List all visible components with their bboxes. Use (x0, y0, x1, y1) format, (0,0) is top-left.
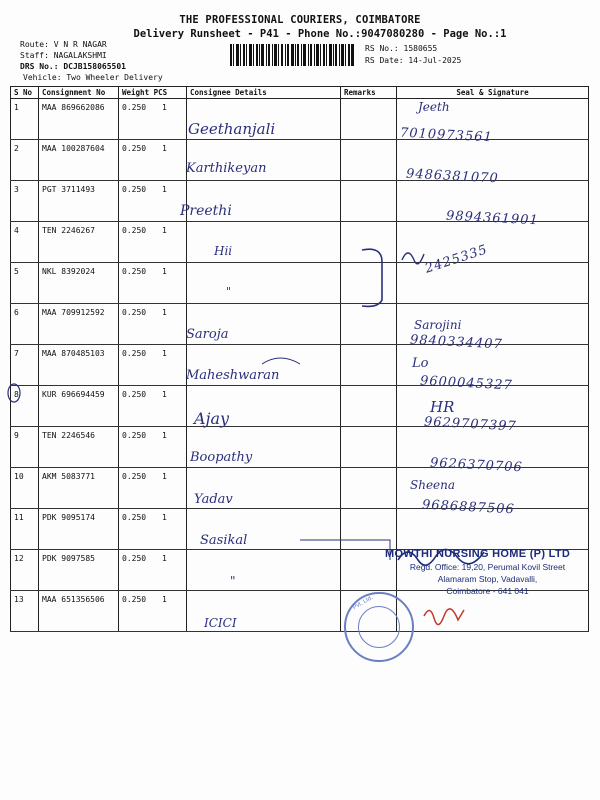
recipient-phone-number: 9629707397 (423, 414, 518, 435)
row-sno: 2 (11, 140, 39, 181)
runsheet-subtitle: Delivery Runsheet - P41 - Phone No.:9047080280 - Page No.:1 (133, 28, 507, 40)
table-row (11, 99, 589, 140)
stamp-address-1: Regd. Office: 19,20, Perumal Kovil Street (409, 562, 566, 572)
rs-date: RS Date: 14-Jul-2025 (365, 56, 462, 65)
row-consignee-details (187, 263, 341, 304)
row-remarks (341, 222, 397, 263)
row-consignment: MAA 651356506 (39, 591, 119, 632)
row-weight-pcs (119, 140, 187, 181)
consignment-header: Consignment No (39, 87, 119, 99)
row-weight: 0.250 (122, 349, 147, 358)
row-consignment: PDK 9097585 (39, 550, 119, 591)
table-row (11, 591, 589, 632)
row-pcs: 1 (162, 595, 167, 604)
round-seal-text: Pvt. Ltd. (351, 594, 375, 612)
row-consignment: MAA 870485103 (39, 345, 119, 386)
consignee-handwritten-name: Sasikal (200, 533, 248, 548)
row-sno: 3 (11, 181, 39, 222)
recipient-phone-number: 9626370706 (429, 455, 524, 476)
recipient-phone-number: 9894361901 (445, 208, 540, 229)
row-consignment: MAA 709912592 (39, 304, 119, 345)
row-consignee-details (187, 222, 341, 263)
route-label: Route: V N R NAGAR (20, 40, 107, 49)
consignee-handwritten-name: " (226, 285, 232, 299)
signature-scribble-1: Jeeth (418, 100, 450, 114)
sno-header: S No (11, 87, 39, 99)
row-sno: 5 (11, 263, 39, 304)
row-weight-pcs (119, 509, 187, 550)
consignee-handwritten-name: Karthikeyan (186, 161, 267, 177)
row-consignment: MAA 100287604 (39, 140, 119, 181)
row-sno: 8 (11, 386, 39, 427)
row-pcs: 1 (162, 103, 167, 112)
row-pcs: 1 (162, 267, 167, 276)
row-pcs: 1 (162, 472, 167, 481)
drs-number: DRS No.: DCJB158065501 (20, 62, 126, 71)
row-sno: 10 (11, 468, 39, 509)
row-weight: 0.250 (122, 513, 147, 522)
recipient-phone-number: 7010973561 (399, 125, 494, 146)
row-weight: 0.250 (122, 103, 147, 112)
row-remarks (341, 345, 397, 386)
signature-initials-8: HR (430, 398, 455, 416)
consignee-handwritten-name: Geethanjali (188, 120, 276, 138)
row-sno: 1 (11, 99, 39, 140)
row-weight-pcs (119, 550, 187, 591)
remarks-header: Remarks (341, 87, 397, 99)
row-weight-pcs (119, 304, 187, 345)
row-sno: 11 (11, 509, 39, 550)
row-sno: 12 (11, 550, 39, 591)
consignee-handwritten-name: Boopathy (190, 450, 253, 466)
row-remarks (341, 99, 397, 140)
recipient-phone-number: 9686887506 (421, 497, 516, 518)
row-remarks (341, 509, 397, 550)
row-remarks (341, 304, 397, 345)
row-consignment: TEN 2246267 (39, 222, 119, 263)
row-pcs: 1 (162, 554, 167, 563)
row-consignment: AKM 5083771 (39, 468, 119, 509)
rs-number: RS No.: 1580655 (365, 44, 438, 53)
row-consignment: NKL 8392024 (39, 263, 119, 304)
row-consignee-details (187, 550, 341, 591)
row-pcs: 1 (162, 308, 167, 317)
table-row (11, 263, 589, 304)
row-weight-pcs (119, 345, 187, 386)
row-weight-pcs (119, 222, 187, 263)
row-pcs: 1 (162, 390, 167, 399)
company-stamp (385, 548, 590, 596)
row-weight-pcs (119, 468, 187, 509)
row-weight: 0.250 (122, 144, 147, 153)
table-row (11, 140, 589, 181)
recipient-phone-number: 9600045327 (419, 373, 514, 394)
row-pcs: 1 (162, 513, 167, 522)
row-weight: 0.250 (122, 431, 147, 440)
consignee-handwritten-name: Preethi (180, 202, 232, 219)
row-sno: 6 (11, 304, 39, 345)
row-weight-pcs (119, 263, 187, 304)
consignee-handwritten-name: Maheshwaran (186, 367, 280, 383)
row-weight: 0.250 (122, 472, 147, 481)
details-header: Consignee Details (187, 87, 341, 99)
row-sno: 13 (11, 591, 39, 632)
row-remarks (341, 427, 397, 468)
row-weight-pcs (119, 427, 187, 468)
row-seal (397, 591, 589, 632)
signature-name-6: Sarojini (414, 318, 462, 332)
row-weight-pcs (119, 591, 187, 632)
row-weight: 0.250 (122, 595, 147, 604)
round-seal (344, 592, 414, 662)
table-row (11, 222, 589, 263)
row-remarks (341, 386, 397, 427)
row-weight: 0.250 (122, 185, 147, 194)
row-weight: 0.250 (122, 554, 147, 563)
row-weight: 0.250 (122, 308, 147, 317)
consignee-handwritten-name: Yadav (194, 491, 233, 507)
weight-header: Weight (122, 88, 150, 97)
consignee-handwritten-name: ICICI (204, 615, 237, 630)
row-consignment: KUR 696694459 (39, 386, 119, 427)
recipient-phone-number: 9486381070 (405, 166, 500, 187)
row-consignment: MAA 869662086 (39, 99, 119, 140)
stamp-address-2: Alamaram Stop, Vadavalli, (437, 574, 538, 584)
row-weight-pcs (119, 99, 187, 140)
consignee-handwritten-name: Saroja (186, 326, 229, 342)
row-remarks (341, 263, 397, 304)
row-sno: 4 (11, 222, 39, 263)
row-weight: 0.250 (122, 226, 147, 235)
vehicle-label: Vehicle: Two Wheeler Delivery (23, 73, 163, 82)
row-weight-pcs (119, 181, 187, 222)
stamp-company-name: MOWTHI NURSING HOME (P) LTD (385, 548, 571, 560)
row-weight-pcs (119, 386, 187, 427)
recipient-phone-number: 2425335 (423, 242, 490, 277)
consignee-handwritten-name: Hii (214, 243, 233, 258)
row-sno: 9 (11, 427, 39, 468)
consignee-handwritten-name: " (230, 574, 236, 589)
row-pcs: 1 (162, 144, 167, 153)
pcs-header: PCS (153, 88, 168, 97)
row-pcs: 1 (162, 349, 167, 358)
row-consignment: TEN 2246546 (39, 427, 119, 468)
row-weight: 0.250 (122, 267, 147, 276)
stamp-address-3: Coimbatore - 641 041 (446, 586, 529, 596)
signature-name-10: Sheena (410, 478, 456, 492)
row-remarks (341, 181, 397, 222)
consignee-handwritten-name: Ajay (194, 409, 230, 429)
seal-header: Seal & Signature (397, 87, 589, 99)
row-pcs: 1 (162, 226, 167, 235)
barcode (230, 44, 354, 66)
row-pcs: 1 (162, 431, 167, 440)
staff-label: Staff: NAGALAKSHMI (20, 51, 107, 60)
row-seal (397, 222, 589, 263)
row-remarks (341, 140, 397, 181)
company-title: THE PROFESSIONAL COURIERS, COIMBATORE (179, 14, 421, 26)
row-consignment: PGT 3711493 (39, 181, 119, 222)
recipient-phone-number: 9840334407 (409, 332, 504, 352)
row-sno: 7 (11, 345, 39, 386)
row-pcs: 1 (162, 185, 167, 194)
row-remarks (341, 468, 397, 509)
table-header-row (11, 87, 589, 99)
weight-pcs-header (119, 87, 187, 99)
signature-mark-7: Lo (412, 356, 429, 371)
row-weight: 0.250 (122, 390, 147, 399)
row-consignment: PDK 9095174 (39, 509, 119, 550)
